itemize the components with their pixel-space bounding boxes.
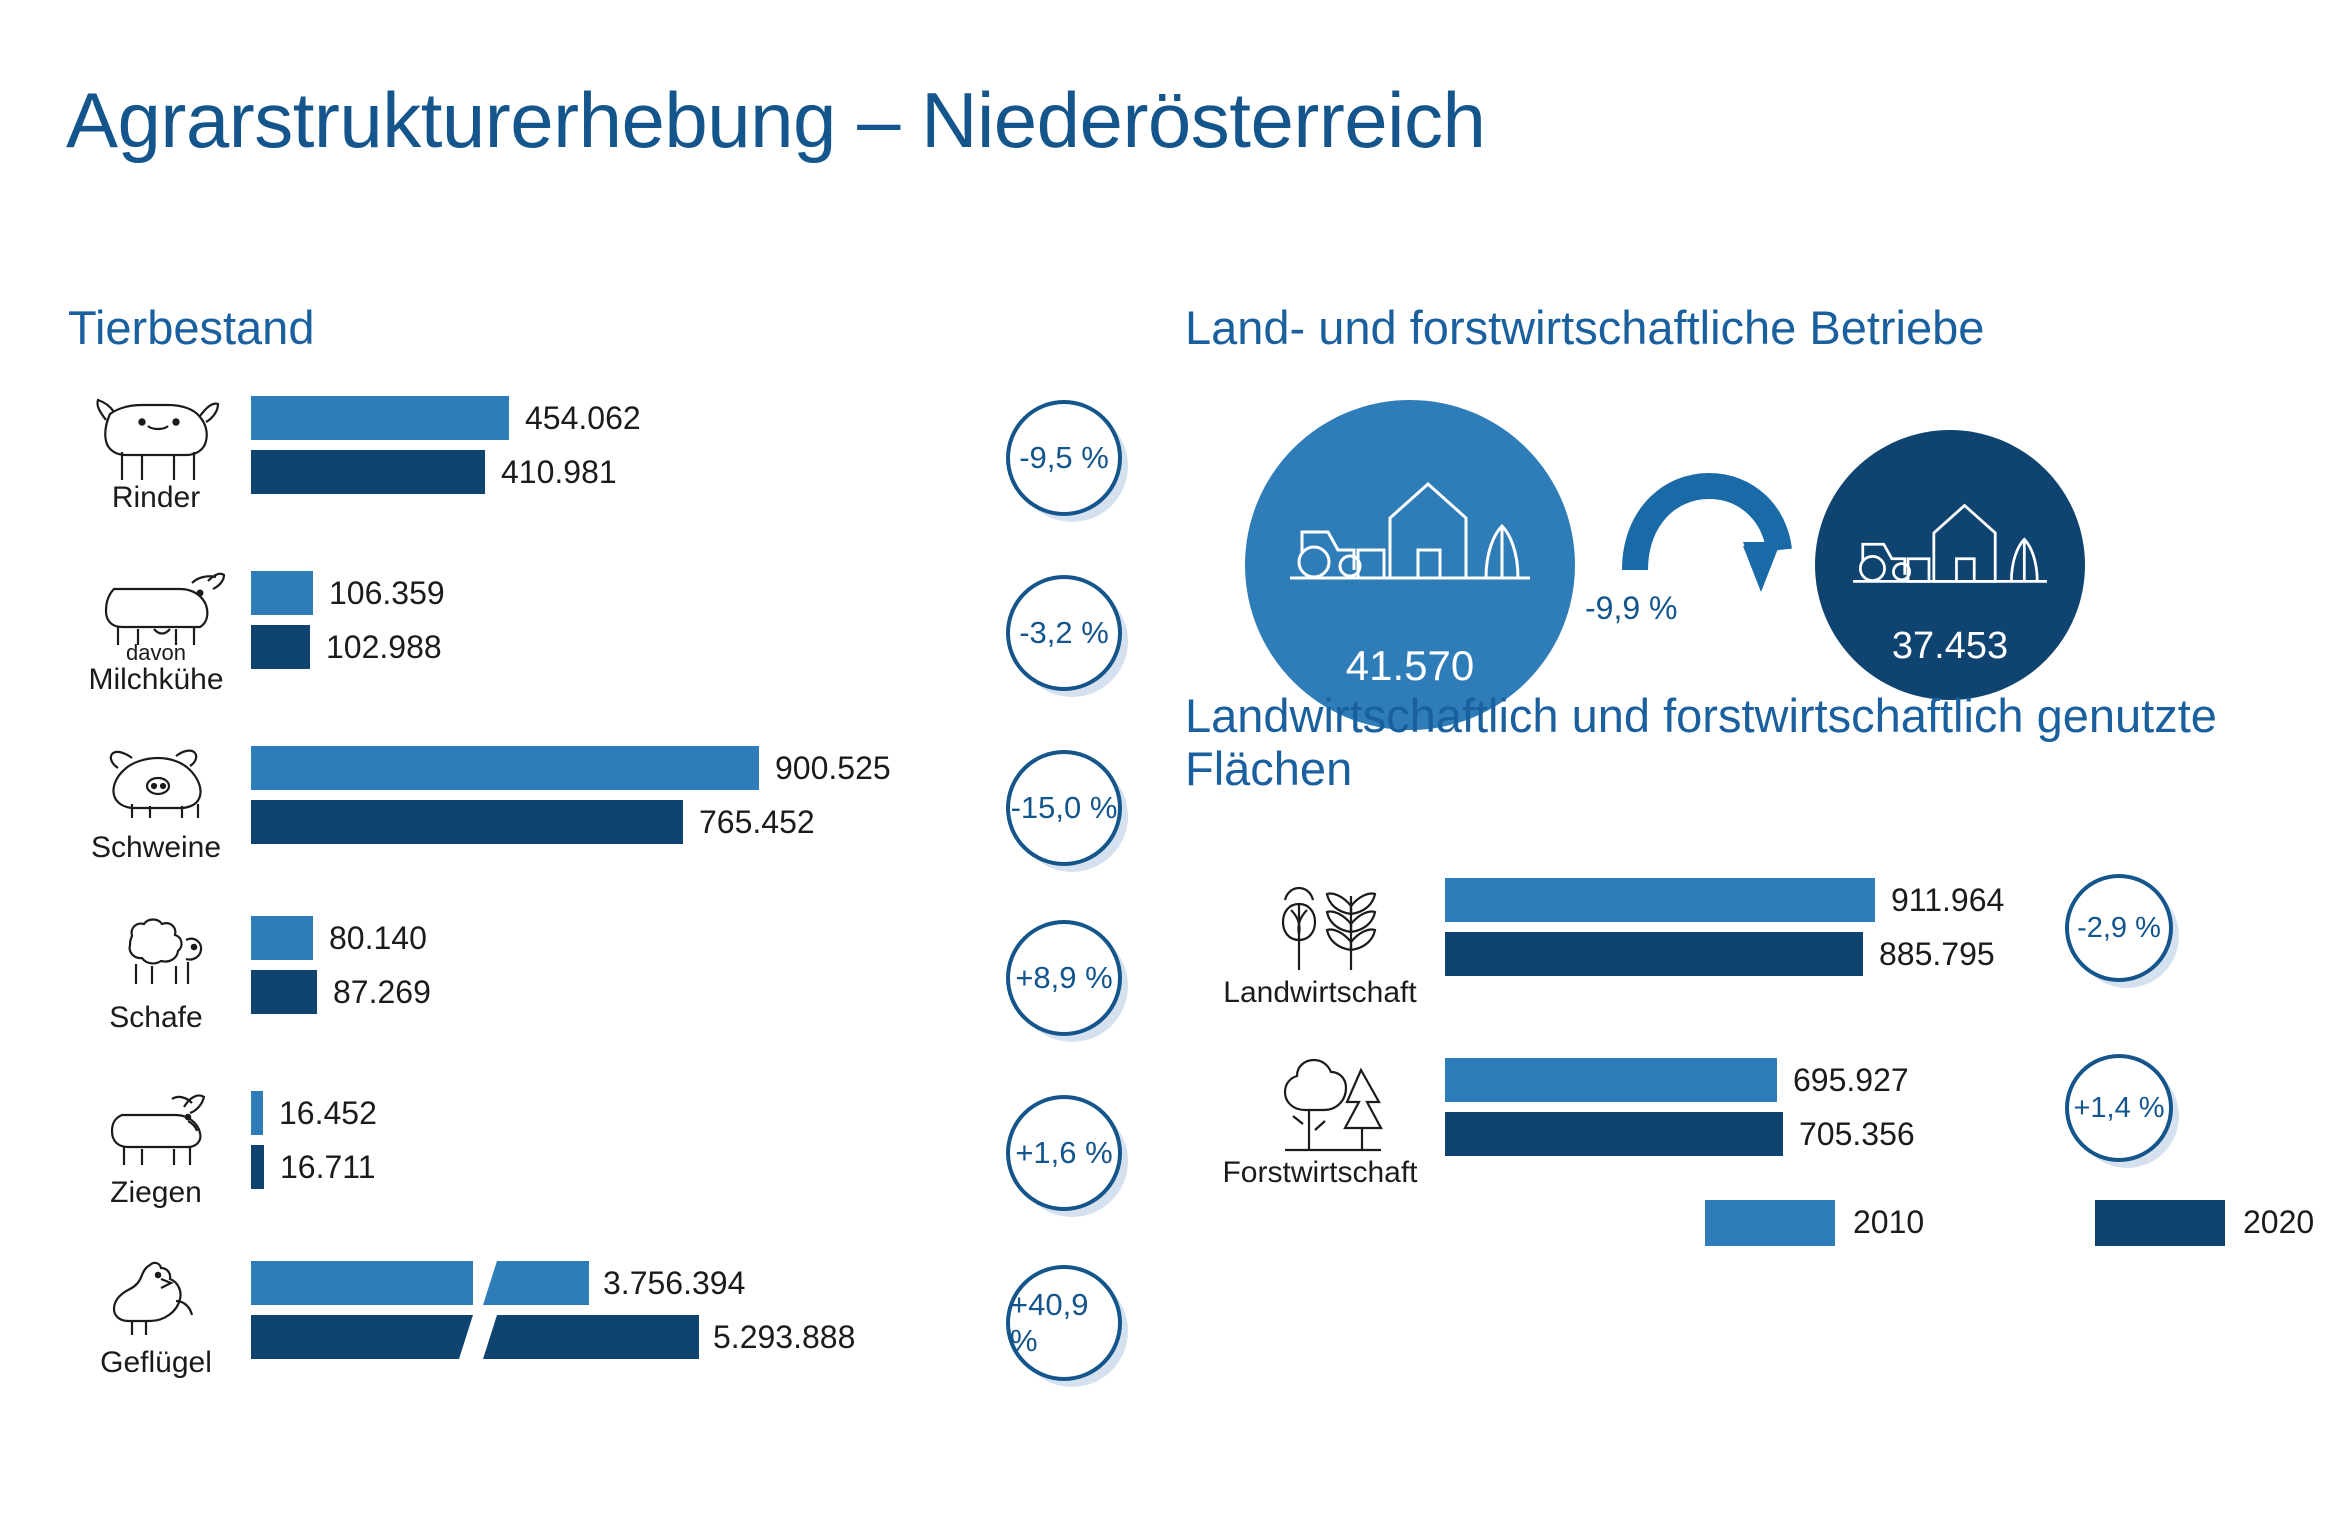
sheep-icon [66,910,246,1060]
bar-value-2020: 5.293.888 [713,1319,856,1355]
legend-swatch-2010 [1705,1200,1835,1246]
bar-value-2020: 102.988 [326,629,442,665]
change-badge: +1,6 % [1006,1095,1122,1211]
forest-icon [1195,1050,1418,1190]
change-badge: -3,2 % [1006,575,1122,691]
legend-label-2020: 2020 [2243,1204,2315,1240]
change-badge: -9,5 % [1006,400,1122,516]
legend-swatch-2020 [2095,1200,2225,1246]
livestock-label: Geflügel [100,1346,212,1379]
change-badge: +1,4 % [2065,1054,2173,1162]
livestock-label-prefix: davon [126,640,186,665]
farms-value-2020: 37.453 [1891,625,2009,667]
farms-circle-2020 [1815,430,2085,700]
change-badge: -2,9 % [2065,874,2173,982]
page-title: Agrarstrukturerhebung – Niederösterreich [66,76,1486,164]
change-badge: +8,9 % [1006,920,1122,1036]
livestock-row-schweine [66,740,1146,890]
area-label: Landwirtschaft [1223,976,1417,1009]
bar-value-2020: 410.981 [501,454,617,490]
livestock-row-ziegen [66,1085,1146,1235]
farms-change: -9,9 % [1585,590,1678,626]
livestock-row-rinder [66,390,1146,540]
livestock-label: Schweine [90,831,222,864]
livestock-row-gefluegel [66,1255,1146,1405]
bar-value-2020: 87.269 [333,974,431,1010]
bar-value-2010: 911.964 [1891,882,2005,918]
bar-value-2010: 80.140 [329,920,427,956]
bar-value-2020: 765.452 [699,804,815,840]
bar-value-2020: 885.795 [1879,936,1995,972]
crop-icon [1195,870,1415,1010]
bar-value-2010: 3.756.394 [603,1265,746,1301]
bar-value-2010: 900.525 [775,750,891,786]
area-label: Forstwirtschaft [1222,1156,1418,1189]
change-badge: -15,0 % [1006,750,1122,866]
farms-value-2010: 41.570 [1345,642,1475,689]
dairy-cow-icon [66,565,246,715]
bar-value-2010: 16.452 [279,1095,377,1131]
goat-icon [66,1085,246,1235]
area-row-landwirtschaft [1185,870,2285,1010]
cattle-icon [66,390,246,540]
bar-value-2010: 106.359 [329,575,445,611]
area-row-forstwirtschaft [1185,1050,2285,1190]
legend-label-2010: 2010 [1853,1204,1925,1240]
bar-value-2010: 454.062 [525,400,641,436]
legend [1705,1200,2315,1250]
area-section-title: Landwirtschaftlich und forstwirtschaftlich genutzte Flächen [1185,689,2217,795]
livestock-label: Ziegen [110,1176,202,1209]
farms-section-title: Land- und forstwirtschaftliche Betriebe [1185,301,1985,354]
livestock-row-milchkuehe [66,565,1146,715]
bar-value-2020: 705.356 [1799,1116,1915,1152]
livestock-label: Rinder [111,481,201,514]
poultry-icon [66,1255,246,1405]
pig-icon [66,740,246,890]
farms-circle-2010 [1245,400,1575,730]
bar-value-2020: 16.711 [280,1149,376,1185]
livestock-label: Schafe [109,1001,203,1034]
bar-value-2010: 695.927 [1793,1062,1909,1098]
livestock-row-schafe [66,910,1146,1060]
livestock-label: davon Milchkühe [66,641,246,696]
livestock-section-title: Tierbestand [68,301,315,354]
change-badge: +40,9 % [1006,1265,1122,1381]
